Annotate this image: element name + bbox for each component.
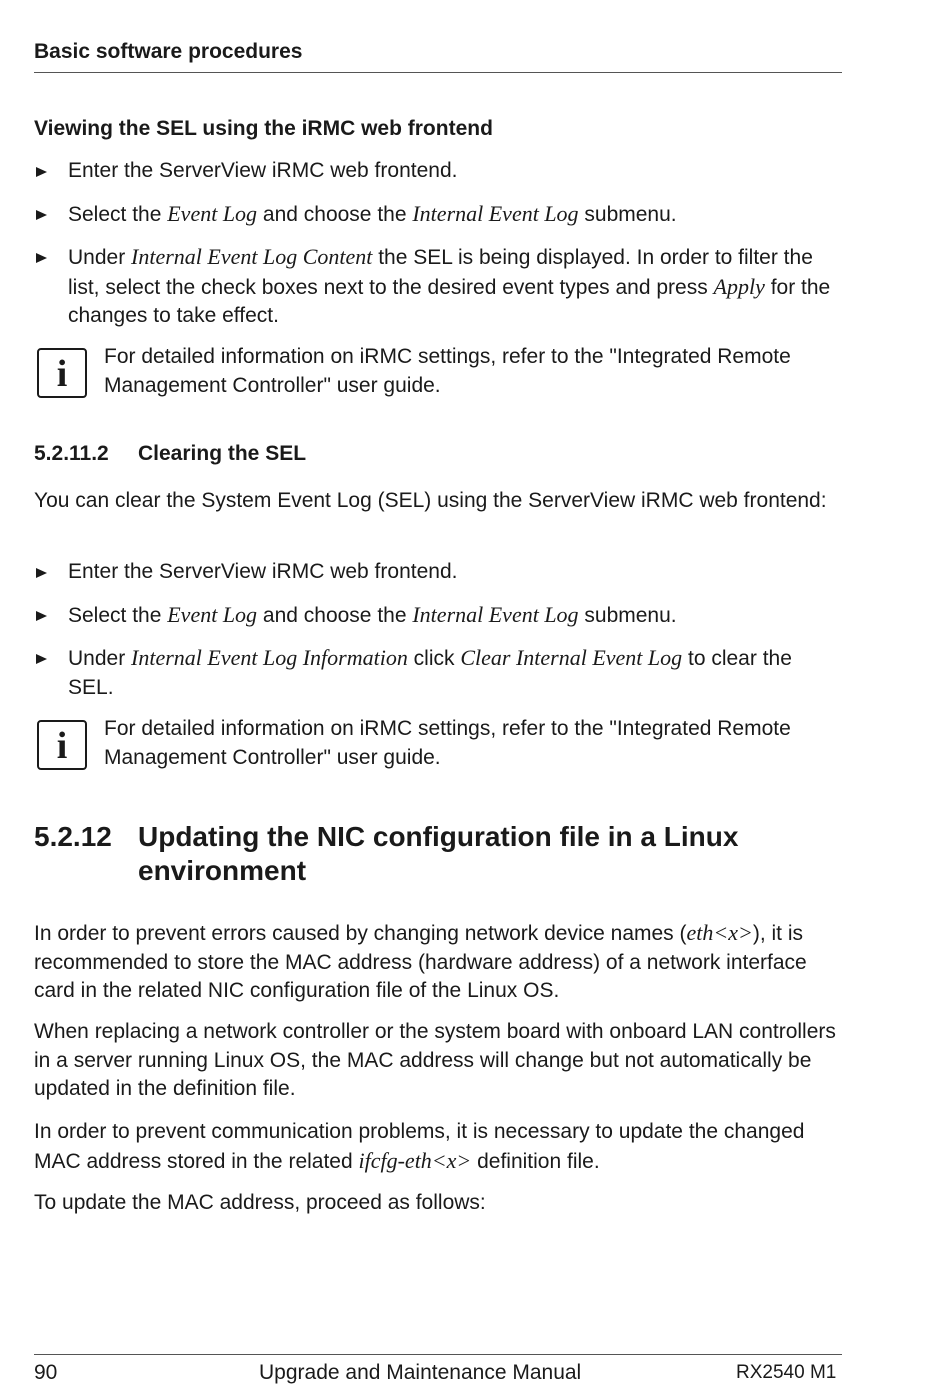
- file-name-ref: ifcfg-eth<x>: [358, 1147, 472, 1173]
- step-text: Select the: [68, 203, 168, 226]
- paragraph-text: definition file.: [471, 1149, 600, 1173]
- arrow-bullet-icon: [36, 654, 47, 664]
- arrow-bullet-icon: [36, 167, 47, 177]
- list-item: [34, 644, 842, 702]
- paragraph-text: ), it is recommended to store the MAC address (hardware address) of a network interface card in the related NIC configuration file of the Linux OS.: [34, 922, 807, 1002]
- manual-title: Upgrade and Maintenance Manual: [259, 1361, 582, 1384]
- button-ref: Apply: [713, 273, 765, 299]
- list-item: [34, 601, 842, 631]
- header-rule: [34, 72, 842, 73]
- menu-ref: Internal Event Log: [412, 602, 579, 627]
- step-text: Select the: [68, 604, 168, 627]
- menu-ref: Event Log: [167, 201, 258, 226]
- section-heading-view-sel: Viewing the SEL using the iRMC web frontend: [34, 117, 493, 140]
- step-text: to clear the SEL.: [68, 647, 792, 699]
- running-header: [34, 38, 842, 66]
- model-name: RX2540 M1: [736, 1362, 837, 1383]
- step-text: and choose the: [257, 604, 413, 627]
- step-text: Enter the ServerView iRMC web frontend.: [68, 159, 458, 182]
- list-item: [34, 558, 842, 587]
- device-name-ref: eth<x>: [686, 920, 753, 945]
- menu-ref: Internal Event Log: [412, 201, 579, 226]
- paragraph: When replacing a network controller or the system board with onboard LAN controllers in a server running Linux OS, the MAC address will change but not automatically be updated in the definition file.: [34, 1020, 836, 1100]
- page-number: 90: [34, 1361, 58, 1384]
- section-title: Clearing the SEL: [138, 442, 307, 465]
- menu-ref: Internal Event Log Content: [131, 244, 373, 269]
- arrow-bullet-icon: [36, 611, 47, 621]
- step-text: click: [407, 647, 461, 670]
- section-heading-clear-sel: [34, 440, 306, 468]
- section-number: 5.2.12: [34, 821, 112, 852]
- step-text: Enter the ServerView iRMC web frontend.: [68, 560, 458, 583]
- menu-ref: Internal Event Log Information: [131, 645, 408, 670]
- section-number: 5.2.11.2: [34, 442, 109, 465]
- list-item: [34, 243, 842, 331]
- button-ref: Clear Internal Event Log: [460, 645, 683, 670]
- info-icon: i: [37, 348, 87, 398]
- arrow-bullet-icon: [36, 253, 47, 263]
- step-text: submenu.: [578, 604, 677, 627]
- footer-rule: [34, 1354, 842, 1355]
- section-heading-nic: [34, 820, 842, 888]
- arrow-bullet-icon: [36, 568, 47, 578]
- info-note: For detailed information on iRMC settings, refer to the "Integrated Remote Management Controller" user guide.: [104, 345, 791, 397]
- arrow-bullet-icon: [36, 210, 47, 220]
- step-text: submenu.: [578, 203, 677, 226]
- step-text: Under: [68, 647, 132, 670]
- list-item: [34, 157, 842, 186]
- paragraph: You can clear the System Event Log (SEL) using the ServerView iRMC web frontend:: [34, 489, 827, 512]
- step-text: for the changes to take effect.: [68, 275, 831, 327]
- section-title: Updating the NIC configuration file in a Linux environment: [138, 821, 739, 886]
- step-text: Under: [68, 246, 132, 269]
- info-note: For detailed information on iRMC settings, refer to the "Integrated Remote Management Controller" user guide.: [104, 717, 791, 769]
- paragraph: To update the MAC address, proceed as follows:: [34, 1191, 486, 1214]
- paragraph: [34, 1118, 842, 1176]
- paragraph-text: In order to prevent communication problems, it is necessary to update the changed MAC address stored in the related: [34, 1120, 805, 1173]
- running-header-title: Basic software procedures: [34, 40, 303, 63]
- step-text: and choose the: [257, 203, 413, 226]
- paragraph: [34, 919, 842, 1006]
- menu-ref: Event Log: [167, 602, 258, 627]
- list-item: [34, 200, 842, 230]
- info-icon: i: [37, 720, 87, 770]
- paragraph-text: In order to prevent errors caused by changing network device names (: [34, 922, 687, 945]
- step-text: the SEL is being displayed. In order to filter the list, select the check boxes next to the desired event types and press: [68, 246, 813, 299]
